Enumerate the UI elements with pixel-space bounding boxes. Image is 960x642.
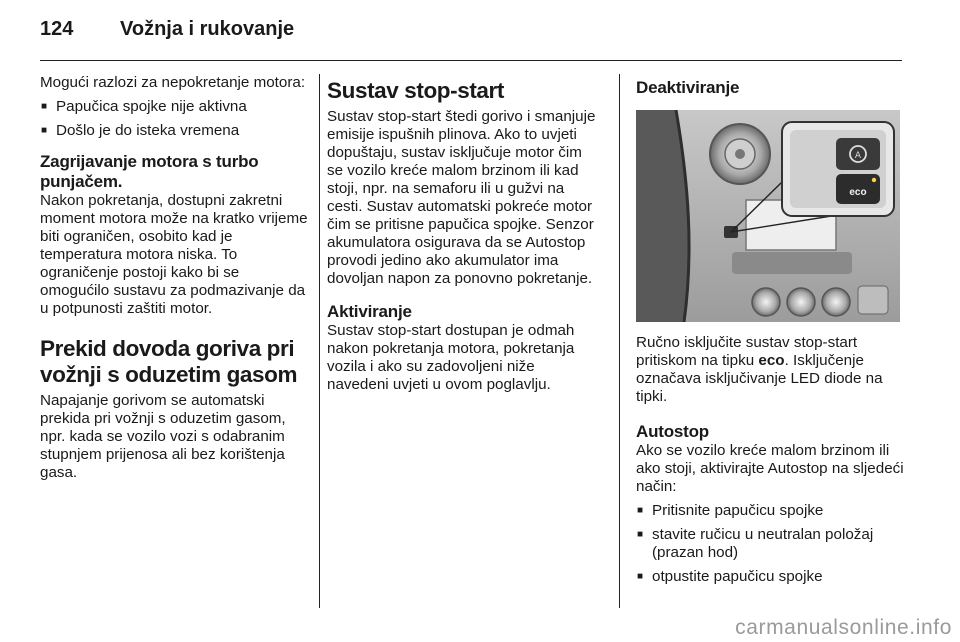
turbo-heading: Zagrijavanje motora s turbo punjačem.	[40, 152, 259, 191]
column-1	[40, 74, 312, 482]
intro-text: Mogući razlozi za nepokretanje motora:	[40, 74, 306, 91]
page-header	[40, 18, 902, 48]
fuel-cutoff-heading: Prekid dovoda goriva pri vožnji s oduzetim gasom	[40, 336, 298, 387]
column-divider-1	[319, 74, 320, 608]
bullet-item: ■ Pritisnite papučicu spojke	[636, 502, 904, 520]
deactivation-text-after: . Isključenje označava isključivanje LED diode na tipki.	[636, 352, 883, 405]
fuel-cutoff-text: Napajanje gorivom se automatski prekida pri vožnji s oduzetim gasom, npr. kada se vozilo vozi s odabranim stupnjem prijenosa ali bez korištenja gasa.	[40, 392, 286, 481]
stop-start-heading: Sustav stop-start	[327, 78, 504, 103]
autostop-heading: Autostop	[636, 422, 709, 441]
svg-text:A: A	[854, 151, 862, 161]
turbo-text: Nakon pokretanja, dostupni zakretni moment motora može na kratko vrijeme biti ograničen, osobito kad je temperatura motora niska. To ograničenje postoji kako bi se omogućilo sustavu za podmazivanje da u potpunosti zaštiti motor.	[40, 192, 308, 317]
autostop-text: Ako se vozilo kreće malom brzinom ili ako stoji, aktivirajte Autostop na sljedeći način:	[636, 442, 904, 495]
chapter-title: Vožnja i rukovanje	[120, 18, 295, 40]
eco-keyword: eco	[758, 352, 785, 369]
header-rule	[40, 60, 902, 61]
bullet-item: ■ Papučica spojke nije aktivna	[40, 98, 312, 116]
activation-heading: Aktiviranje	[327, 302, 412, 321]
page-number: 124	[40, 18, 74, 40]
dashboard-illustration	[636, 110, 900, 322]
stop-start-text: Sustav stop-start štedi gorivo i smanjuje emisije ispušnih plinova. Ako to uvjeti dopuštaju, sustav isključuje motor čim se vozilo kreće malom brzinom ili kad stoji, npr. na semaforu ili u gužvi na cesti. Sustav automatski pokreće motor čim se pritisne papučica spojke. Senzor akumulatora osigurava da se Autostop provodi jedino ako akumulator ima dovoljan napon za ponovno pokretanje.	[327, 108, 596, 287]
watermark: carmanualsonline.info	[735, 616, 952, 639]
deactivation-text	[636, 334, 904, 406]
column-divider-2	[619, 74, 620, 608]
bullet-item: ■ otpustite papučicu spojke	[636, 568, 904, 586]
activation-text: Sustav stop-start dostupan je odmah nakon pokretanja motora, pokretanja vozila i ako su zadovoljeni niže navedeni uvjeti u ovom poglavlju.	[327, 322, 575, 393]
column-3	[636, 74, 904, 586]
deactivation-heading: Deaktiviranje	[636, 78, 740, 97]
deactivation-text-before: Ručno isključite sustav stop-start pritiskom na tipku	[636, 334, 858, 369]
eco-button-label: eco	[849, 187, 867, 198]
column-2	[327, 74, 599, 394]
dashboard-figure	[636, 110, 900, 322]
bullet-item: ■ Došlo je do isteka vremena	[40, 122, 312, 140]
bullet-item: ■ stavite ručicu u neutralan položaj (prazan hod)	[636, 526, 904, 562]
